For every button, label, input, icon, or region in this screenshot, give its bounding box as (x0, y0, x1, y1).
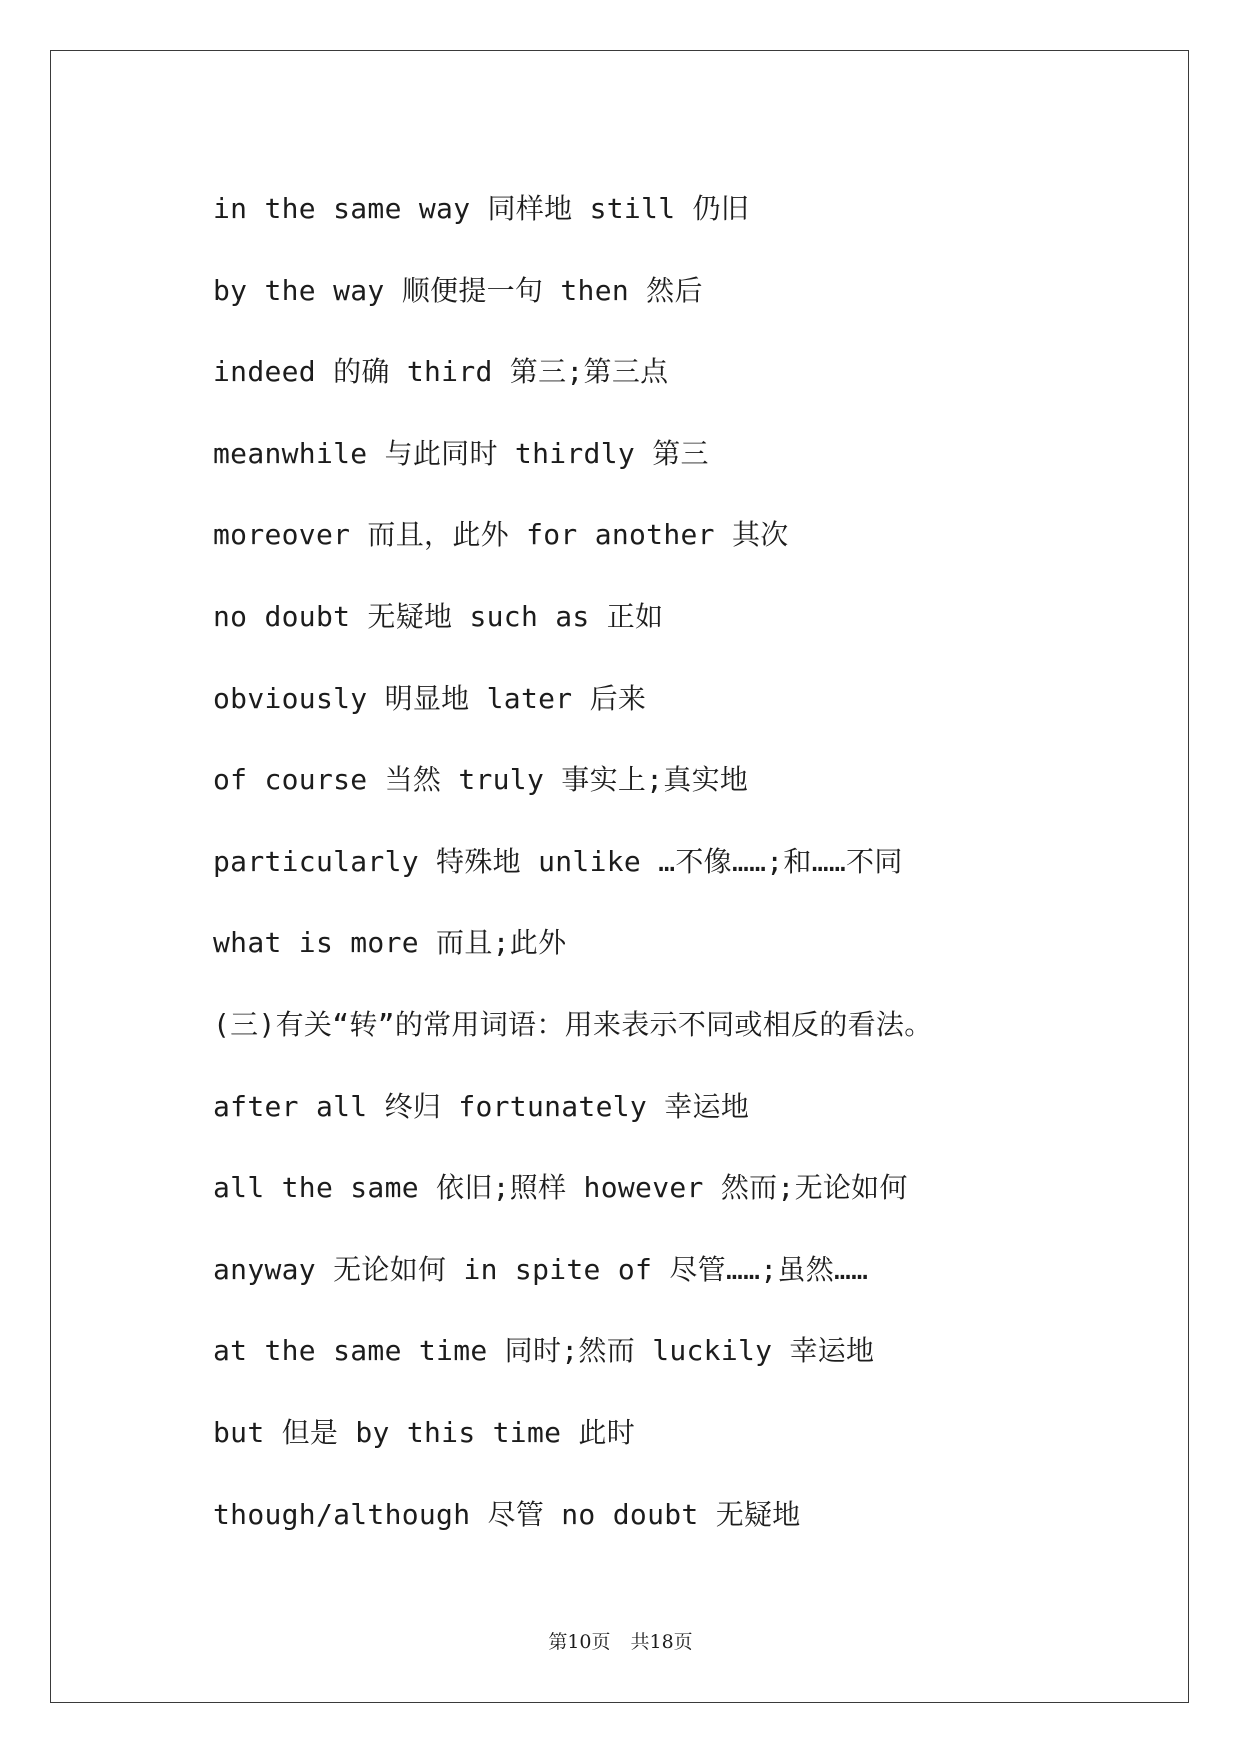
text-line: meanwhile 与此同时 thirdly 第三 (213, 436, 709, 470)
text-line: though/although 尽管 no doubt 无疑地 (213, 1497, 801, 1531)
page-number: 第10页 (548, 1631, 611, 1653)
text-line: at the same time 同时;然而 luckily 幸运地 (213, 1334, 875, 1368)
text-line: what is more 而且;此外 (213, 926, 567, 960)
text-line: after all 终归 fortunately 幸运地 (213, 1089, 750, 1123)
text-line: by the way 顺便提一句 then 然后 (213, 273, 703, 307)
text-line: but 但是 by this time 此时 (213, 1415, 636, 1449)
text-line: indeed 的确 third 第三;第三点 (213, 355, 669, 389)
text-line: of course 当然 truly 事实上;真实地 (213, 763, 749, 797)
text-line: particularly 特殊地 unlike …不像……;和……不同 (213, 844, 903, 878)
page-total: 共18页 (630, 1631, 693, 1653)
page-footer (0, 1627, 1241, 1654)
text-line: obviously 明显地 later 后来 (213, 681, 647, 715)
text-line: moreover 而且，此外 for another 其次 (213, 518, 789, 552)
document-body (213, 168, 1113, 1555)
text-line: no doubt 无疑地 such as 正如 (213, 599, 664, 633)
text-line: in the same way 同样地 still 仍旧 (213, 192, 750, 225)
text-line: anyway 无论如何 in spite of 尽管……;虽然…… (213, 1252, 869, 1286)
section-heading: (三)有关“转”的常用词语：用来表示不同或相反的看法。 (213, 1007, 933, 1041)
text-line: all the same 依旧;照样 however 然而;无论如何 (213, 1171, 908, 1205)
